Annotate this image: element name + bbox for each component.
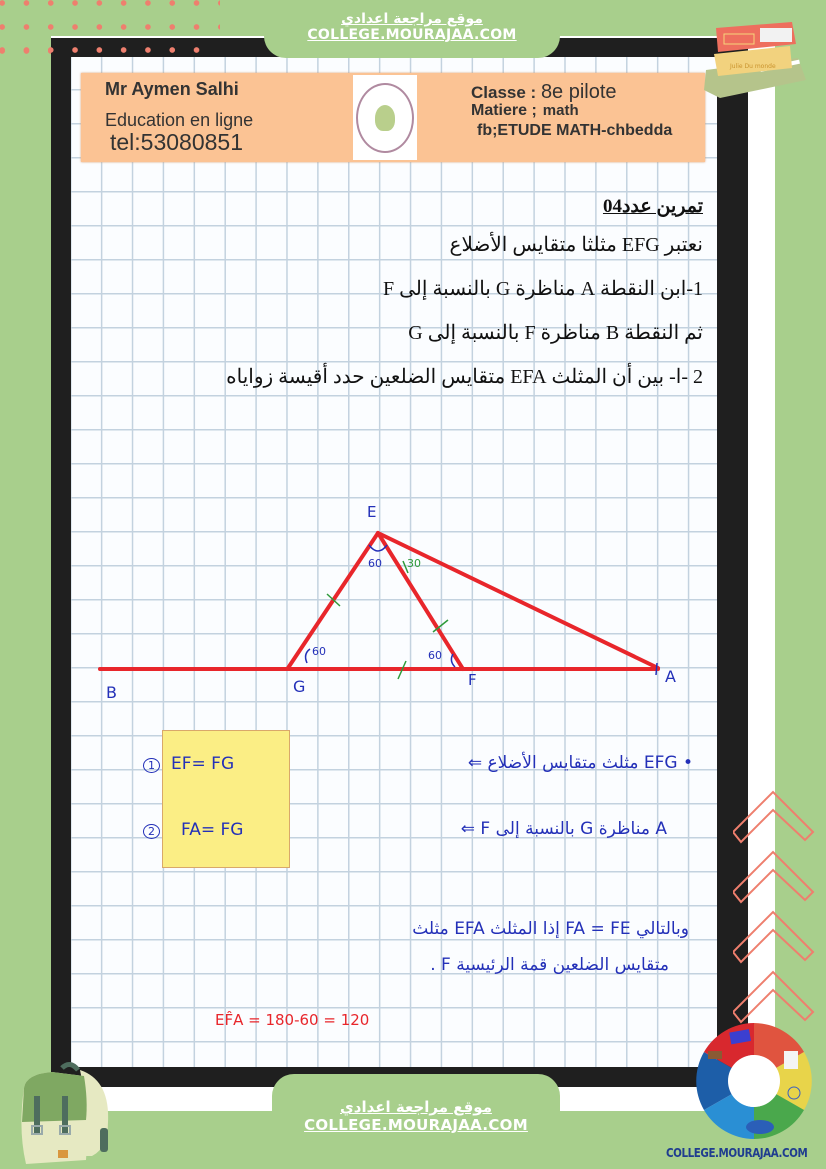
logo-seal-icon [356,83,414,153]
mourajaa-logo-text[interactable]: COLLEGE.MOURAJAA.COM [666,1146,808,1160]
mourajaa-wheel-logo [693,1020,815,1142]
angle-e-efg: 60 [368,557,382,570]
site-badge-bottom[interactable] [272,1074,560,1169]
class-info [471,81,672,140]
teacher-header [81,73,705,162]
equation: FA= FG [181,820,244,840]
site-badge-top[interactable] [264,0,560,58]
backpack-icon [12,1060,112,1166]
exercise-line: 1-ابن النقطة A مناظرة G بالنسبة إلى F [383,278,703,300]
exercise-line: 2 -ا- بين أن المثلث EFA متقايس الضلعين حدد أقيسة زواياه [226,366,703,388]
point-label-b: B [106,683,117,702]
point-label-e: E [367,503,377,521]
step-number: 2 [143,821,160,839]
equation: EF= FG [171,754,235,774]
teacher-info [105,79,253,156]
teacher-name: Mr Aymen Salhi [105,79,239,99]
decorative-dots-row [0,40,210,64]
exercise-statement [223,195,703,406]
step-number: 1 [143,755,160,773]
point-label-a: A [665,667,676,686]
grid-paper [71,57,717,1067]
exercise-line: ثم النقطة B مناظرة F بالنسبة إلى G [408,322,703,344]
conclusion-line: متقايس الضلعين قمة الرئيسية F . [430,955,669,975]
site-badge-domain[interactable]: COLLEGE.MOURAJAA.COM [307,27,517,43]
facebook-page: fb;ETUDE MATH-chbedda [477,122,673,139]
exercise-title: تمرين عدد04 [602,196,703,217]
angle-calculation: EF̂A = 180-60 = 120 [215,1011,370,1029]
exercise-line: نعتبر EFG مثلثا متقايس الأضلاع [449,234,703,256]
chevron-up-decorations [733,790,823,1030]
site-badge-arabic: موقع مراجعة اعدادي [341,11,483,27]
point-label-f: F [468,671,477,689]
site-badge-arabic: موقع مراجعة اعدادي [340,1098,492,1116]
classe-value: 8e pilote [540,81,617,103]
classe-row: Classe : 8e pilote [471,81,617,103]
reason-line: • EFG مثلث متقايس الأضلاع ⇐ [467,753,693,773]
angle-g: 60 [312,645,326,658]
angle-e-efa: 30 [407,557,421,570]
site-badge-domain[interactable]: COLLEGE.MOURAJAA.COM [304,1116,528,1134]
reason-line: A مناظرة G بالنسبة إلى F ⇐ [460,819,667,839]
teacher-subtitle: Education en ligne [105,110,254,130]
svg-text:Julie Du monde: Julie Du monde [730,63,776,70]
point-label-g: G [293,677,306,696]
tree-icon [375,105,395,131]
books-icon [700,10,812,102]
matiere-row: Matiere ; math [471,102,579,119]
school-logo [353,75,417,160]
highlight-box [162,730,290,868]
teacher-tel: tel:53080851 [110,129,244,155]
conclusion-line: وبالتالي FA = FE إذا المثلث EFA مثلث [412,919,689,939]
angle-f: 60 [428,649,442,662]
matiere-value: math [542,102,579,119]
